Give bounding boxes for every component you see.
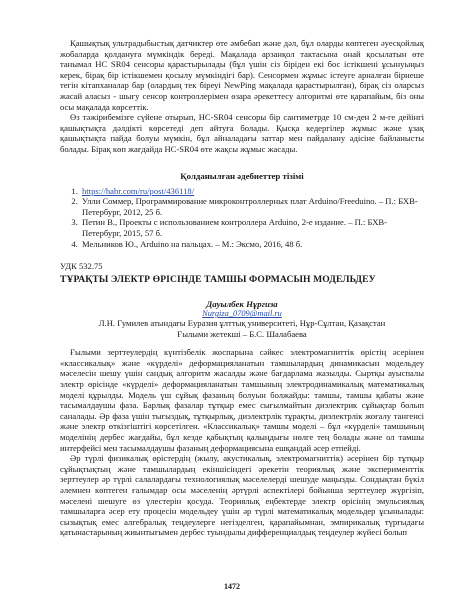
page-content bbox=[60, 38, 424, 538]
abstract-paragraph-2: Әр түрлі физикалық өрістердің (жылу, акустикалық, электромагниттік) әсерінен бір тұтқыр сұйықтықтың және тамшылардың екіншісіндегі әрекетін теориялық және эксперименттік зерттеулер әр түрлі салалардағы технологиялық мәселелерді шешуде маңызды. Сондықтан бүкіл әлемнен көптеген ғалымдар осы мәселенің әртүрлі аспектілері бойынша зерттеулер жүргізіп, мәселені шешуге өз үлестерін қосуда. Теориялық еңбектерде электр өрісінің эмульсиялық тамшыларға әсер ету процесін модельдеу үшін әр түрлі математикалық модельдер ұсынылады: сызықтық емес алгебралық теңдеулерге негізделген, қарапайымнан, эмпирикалық түрғыдағы қатынастарының жиынтығымен дербес туындылы дифференциалдық теңдеулер жүйесі болып bbox=[60, 453, 424, 538]
email-link[interactable]: Nurgiza_0709@mail.ru bbox=[202, 309, 282, 319]
article-title: ТҰРАҚТЫ ЭЛЕКТР ӨРІСІНДЕ ТАМШЫ ФОРМАСЫН МОДЕЛЬДЕУ bbox=[60, 274, 376, 286]
reference-link[interactable]: https://habr.com/ru/post/436118/ bbox=[82, 185, 195, 196]
abstract-paragraph-1: Ғылыми зерттеулердің күнтізбелік жоспарына сәйкес электромагниттік өрістің әсерінен «классикалық» және «күрделі» деформацияланатын тамшылардың динамикасын модельдеу мәселесін шешу үшін сандық алгоритм жасалды және бағдарлама жазылды. Сыртқы ауыспалы электр өрісінде «күрделі» деформацияланатын тамшының электродинамикалық математикалық моделі құрылды. Модель үш сұйық фазаның болуын болжайды: тамшы, тамшы қабаты және тасымалдаушы фаза. Барлық фазалар тұтқыр емес сығылмайтын диэлектрик сұйықтар болып саналады. Әр фаза үшін тығыздық, тұтқырлық, диэлектрлік тұрақты, диэлектрлік жоғалу тангенсі және электр өткізгіштігі көрсетілген. «Классикалық» тамшы моделі – бұл «күрделі» тамшының моделінің дербес жағдайы, бұл кезде қабықтың қалыңдығы нөлге тең болады және ол тамшы интерфейсі мен тасымалдаушы фазаның деформациясына ешқандай әсер етпейді. bbox=[60, 347, 424, 453]
reference-item: 2. Улли Соммер, Программирование микроконтроллерных плат Arduino/Freeduino. – П.: БХВ-Петербург, 2012, 25 б. bbox=[80, 196, 424, 217]
intro-paragraph-2: Өз тәжірибемізге сүйене отырып, HC-SR04 сенсоры бір сантиметрде 10 см-ден 2 м-ге дейінгі қашықтықта дәлдікті көрсетеді деп айтуға болады. Қысқа кедергілер жұмыс және ұзақ қашықтықта пайда болуы мүмкін, бұл айналадағы заттар мен пайдалану әдісіне байланысты болады. Бірақ көп жағдайда HC-SR04 өте жақсы жұмыс жасады. bbox=[60, 112, 424, 154]
reference-item[interactable] bbox=[80, 186, 424, 197]
reference-item: 3. Петин В., Проекты с использованием контроллера Arduino, 2-е издание. – П.: БХВ-Петербург, 2015, 57 б. bbox=[80, 217, 424, 238]
udk-code: УДК 532.75 bbox=[60, 261, 103, 272]
affiliation: Л.Н. Гумилев атындағы Еуразия ұлттық университеті, Нұр-Сұлтан, Қазақстан bbox=[98, 318, 386, 329]
author-name: Дауылбек Нұргиза bbox=[206, 299, 278, 310]
author-email[interactable] bbox=[60, 309, 424, 318]
intro-paragraph-1: Қашықтық ультрадыбыстық датчиктер өте әмбебап және дәл, бұл оларды көптеген әуесқойлық жобаларда қолдануға мүмкіндік береді. Мақалада арзанқол тактасына онай қосылатын өте танымал HC SR04 сенсоры қарастырылады (бұл үшін сіз біріден екі бос істікшені ұсынуыңыз керек, бірақ бір істікшемен қосылу мүмкіндігі бар). Сенсормен жұмыс істеуге арналған бірнеше тегін кітапханалар бар (олардың тек біреуі NewPing мақалада қарастырылған), бірақ сіз оларсыз жасай аласыз - шығу сенсор контроллерімен өзара әрекеттесу алгоритмі өте қарапайым, біз оны осы мақалада көрсеттік. bbox=[60, 38, 424, 112]
references-heading: Қолданылған әдебиеттер тізімі bbox=[180, 170, 304, 181]
reference-item: 4. Мельников Ю., Arduino на пальцах. – М.: Эксмо, 2016, 48 б. bbox=[80, 239, 424, 250]
abstract bbox=[60, 347, 424, 538]
references-list bbox=[60, 186, 424, 250]
advisor: Ғылыми жетекші – Б.С. Шалабаева bbox=[177, 328, 307, 339]
page-number: 1472 bbox=[224, 582, 240, 591]
